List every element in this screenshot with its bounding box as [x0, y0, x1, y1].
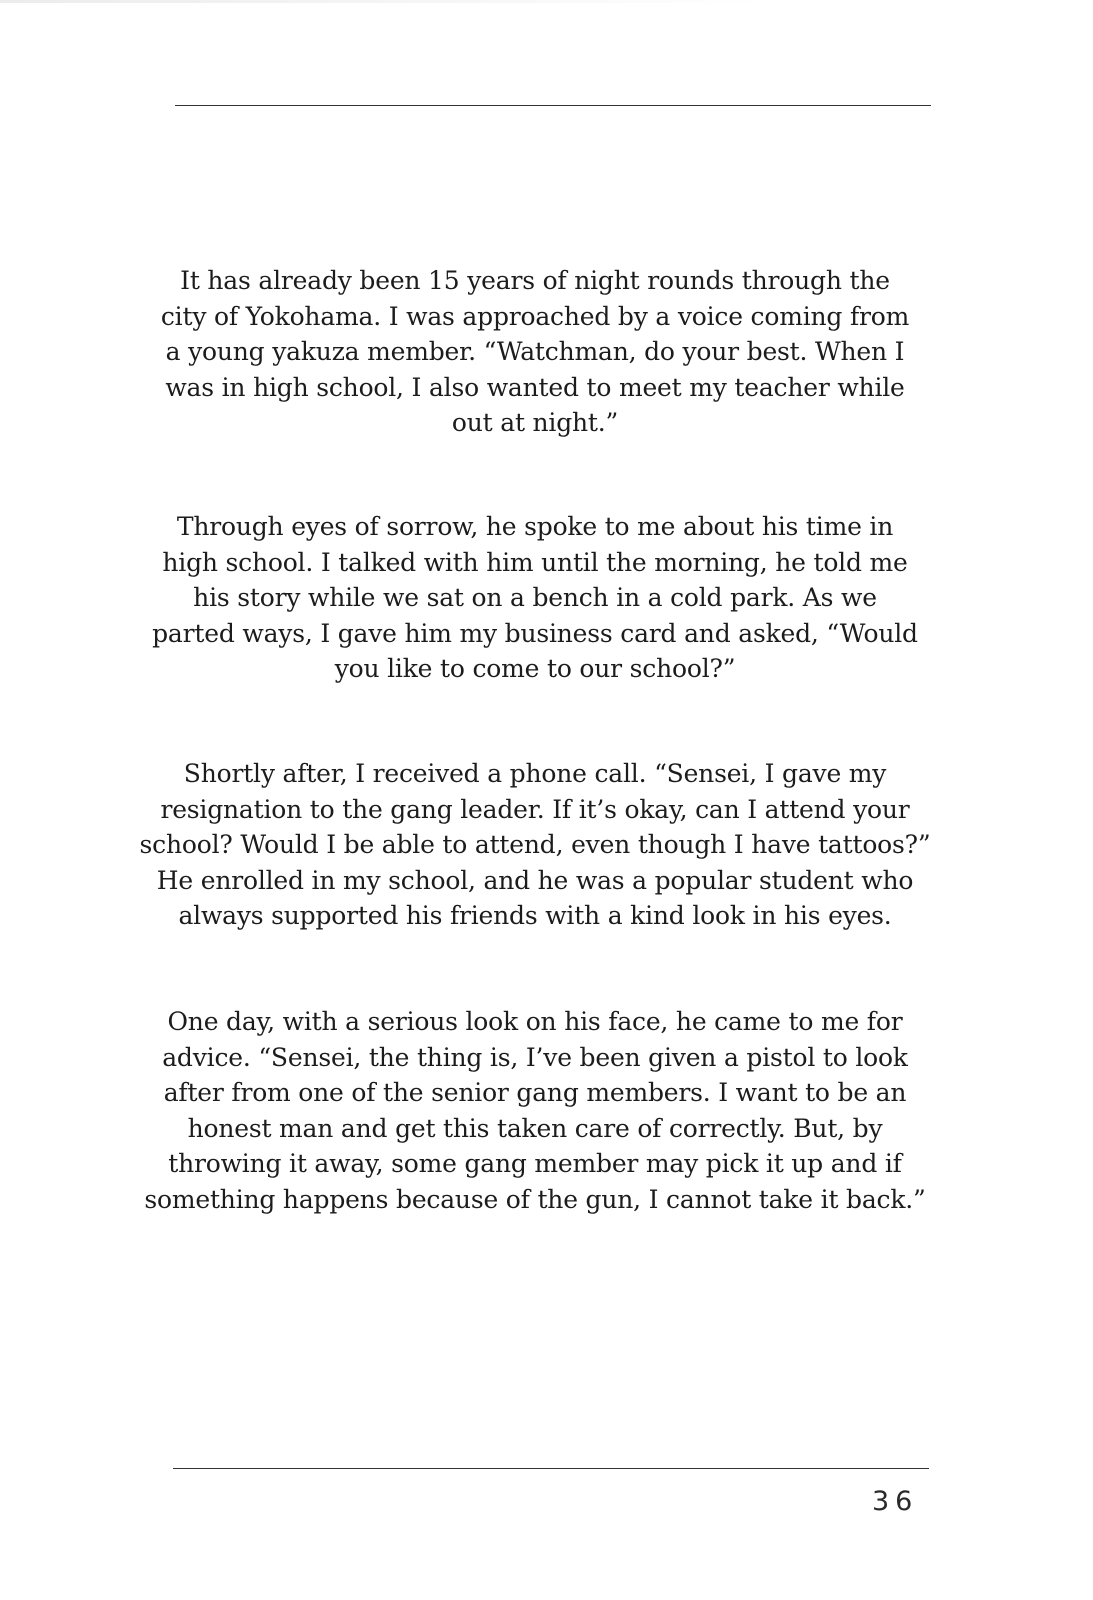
- paragraph-4: One day, with a serious look on his face, he came to me for advice. “Sensei, the thing is, I’ve been given a pistol to look after from one of the senior gang members. I want to be an honest man and get this taken care of correctly. But, by throwing it away, some gang member may pick it up and if something happens because of the gun, I cannot take it back.”: [144, 1007, 926, 1214]
- page-number: 36: [872, 1486, 919, 1517]
- paragraph-3: Shortly after, I received a phone call. “Sensei, I gave my resignation to the gang leader. If it’s okay, can I attend your school? Would I be able to attend, even though I have tattoos?” He enrolled in my school, and he was a popular student who always supported his friends with a kind look in his eyes.: [139, 759, 931, 930]
- paragraph-1: It has already been 15 years of night rounds through the city of Yokohama. I was approached by a voice coming from a young yakuza member. “Watchman, do your best. When I was in high school, I also wanted to meet my teacher while out at night.”: [160, 266, 910, 437]
- page-top-edge: [0, 0, 1093, 3]
- header-rule: [175, 105, 931, 106]
- paragraph-2: Through eyes of sorrow, he spoke to me about his time in high school. I talked with him until the morning, he told me his story while we sat on a bench in a cold park. As we parted ways, I gave him my business card and asked, “Would you like to come to our school?”: [152, 512, 918, 683]
- footer-rule: [173, 1468, 929, 1469]
